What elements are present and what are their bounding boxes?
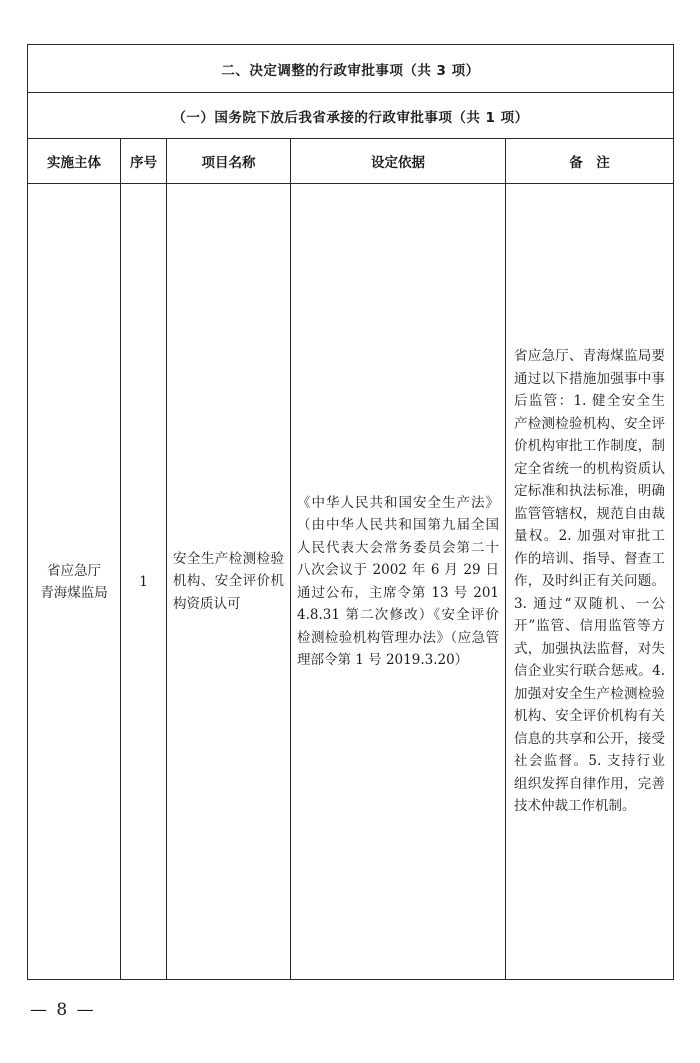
- table-row: [28, 184, 674, 980]
- cell-subject: [28, 184, 121, 980]
- section-title: 二、决定调整的行政审批事项（共 3 项）: [28, 45, 674, 93]
- subsection-title: （一）国务院下放后我省承接的行政审批事项（共 1 项）: [28, 93, 674, 139]
- header-notes: 备 注: [506, 139, 674, 184]
- header-index: 序号: [121, 139, 167, 184]
- cell-item-name: 安全生产检测检验机构、安全评价机构资质认可: [167, 184, 291, 980]
- cell-index: 1: [121, 184, 167, 980]
- page-number: — 8 —: [30, 1000, 96, 1020]
- header-subject: 实施主体: [28, 139, 121, 184]
- approval-items-table: [27, 44, 674, 980]
- header-legal-basis: 设定依据: [291, 139, 506, 184]
- cell-notes: 省应急厅、青海煤监局要通过以下措施加强事中事后监管：1. 健全安全生产检测检验机构、安全评价机构审批工作制度，制定全省统一的机构资质认定标准和执法标准，明确监管管辖权，规范自由裁量权。2. 加强对审批工作的培训、指导、督查工作，及时纠正有关问题。3. 通过“双随机、一公开”监管、信用监管等方式，加强执法监督，对失信企业实行联合惩戒。4. 加强对安全生产检测检验机构、安全评价机构有关信息的共享和公开，接受社会监督。5. 支持行业组织发挥自律作用，完善技术仲裁工作机制。: [506, 184, 674, 980]
- cell-legal-basis: 《中华人民共和国安全生产法》（由中华人民共和国第九届全国人民代表大会常务委员会第二十八次会议于 2002 年 6 月 29 日通过公布，主席令第 13 号 2014.8.31 第二次修改）《安全评价检测检验机构管理办法》（应急管理部令第 1 号 2019.3.20）: [291, 184, 506, 980]
- header-item-name: 项目名称: [167, 139, 291, 184]
- subject-text: 省应急厅 青海煤监局: [40, 562, 108, 601]
